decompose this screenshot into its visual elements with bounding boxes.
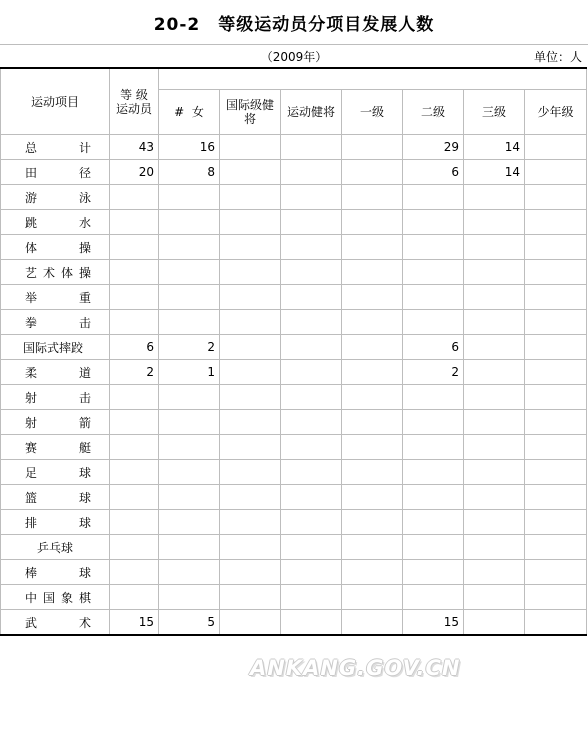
cell-master — [281, 385, 342, 410]
cell-junior — [525, 610, 587, 636]
cell-international-master — [220, 160, 281, 185]
cell-grade3: 14 — [464, 160, 525, 185]
table-row — [1, 135, 587, 160]
cell-grade1 — [342, 435, 403, 460]
cell-junior — [525, 485, 587, 510]
cell-female — [159, 185, 220, 210]
unit-label: 单位：人 — [533, 50, 582, 64]
cell-international-master — [220, 210, 281, 235]
sport-name-cell: 田 径 — [1, 160, 110, 185]
table-row — [1, 460, 587, 485]
cell-master — [281, 285, 342, 310]
cell-level-athletes — [110, 460, 159, 485]
cell-female — [159, 210, 220, 235]
cell-grade3 — [464, 185, 525, 210]
cell-junior — [525, 560, 587, 585]
header-grade2: 二级 — [403, 90, 464, 135]
cell-grade2: 6 — [403, 160, 464, 185]
cell-grade1 — [342, 160, 403, 185]
cell-female — [159, 510, 220, 535]
cell-female: 8 — [159, 160, 220, 185]
cell-grade2: 29 — [403, 135, 464, 160]
table-row — [1, 160, 587, 185]
cell-level-athletes — [110, 210, 159, 235]
sport-name-cell: 总 计 — [1, 135, 110, 160]
cell-master — [281, 560, 342, 585]
cell-level-athletes — [110, 310, 159, 335]
cell-grade3 — [464, 485, 525, 510]
table-row — [1, 485, 587, 510]
cell-grade1 — [342, 210, 403, 235]
cell-junior — [525, 360, 587, 385]
sport-name-cell: 射 击 — [1, 385, 110, 410]
cell-grade3 — [464, 235, 525, 260]
cell-level-athletes: 20 — [110, 160, 159, 185]
cell-female: 2 — [159, 335, 220, 360]
table-row — [1, 535, 587, 560]
cell-master — [281, 335, 342, 360]
sport-name-cell: 游 泳 — [1, 185, 110, 210]
cell-junior — [525, 285, 587, 310]
cell-junior — [525, 135, 587, 160]
sport-name-cell: 排 球 — [1, 510, 110, 535]
cell-international-master — [220, 460, 281, 485]
cell-grade2 — [403, 310, 464, 335]
cell-grade1 — [342, 360, 403, 385]
cell-female — [159, 410, 220, 435]
cell-grade1 — [342, 485, 403, 510]
table-row — [1, 260, 587, 285]
cell-international-master — [220, 410, 281, 435]
cell-master — [281, 160, 342, 185]
cell-grade3 — [464, 560, 525, 585]
cell-master — [281, 460, 342, 485]
year-label: （2009年） — [260, 50, 328, 64]
cell-grade1 — [342, 310, 403, 335]
cell-junior — [525, 460, 587, 485]
cell-grade3 — [464, 585, 525, 610]
cell-grade1 — [342, 610, 403, 636]
cell-grade3 — [464, 335, 525, 360]
cell-female — [159, 485, 220, 510]
sport-name-cell: 足 球 — [1, 460, 110, 485]
cell-grade3: 14 — [464, 135, 525, 160]
cell-junior — [525, 235, 587, 260]
athletes-table — [0, 67, 587, 636]
cell-junior — [525, 335, 587, 360]
header-international-master: 国际级健将 — [220, 90, 281, 135]
cell-grade3 — [464, 460, 525, 485]
table-row — [1, 285, 587, 310]
cell-grade1 — [342, 260, 403, 285]
cell-female — [159, 435, 220, 460]
cell-grade2: 2 — [403, 360, 464, 385]
table-row — [1, 610, 587, 636]
cell-master — [281, 185, 342, 210]
sport-name-cell: 国际式摔跤 — [1, 335, 110, 360]
cell-grade2 — [403, 460, 464, 485]
cell-level-athletes — [110, 435, 159, 460]
sport-name-cell: 柔 道 — [1, 360, 110, 385]
cell-female — [159, 285, 220, 310]
cell-level-athletes — [110, 535, 159, 560]
cell-master — [281, 310, 342, 335]
watermark: ANKANG.GOV.CN — [250, 656, 461, 680]
page-title — [0, 10, 588, 35]
cell-master — [281, 210, 342, 235]
cell-level-athletes: 15 — [110, 610, 159, 636]
table-body — [1, 135, 587, 636]
cell-master — [281, 410, 342, 435]
table-row — [1, 560, 587, 585]
cell-grade1 — [342, 535, 403, 560]
sport-name-cell: 乒乓球 — [1, 535, 110, 560]
cell-grade3 — [464, 435, 525, 460]
cell-master — [281, 260, 342, 285]
cell-female: 16 — [159, 135, 220, 160]
cell-female — [159, 310, 220, 335]
cell-grade2 — [403, 210, 464, 235]
cell-grade3 — [464, 260, 525, 285]
header-female: # 女 — [159, 90, 220, 135]
cell-grade1 — [342, 410, 403, 435]
cell-female: 5 — [159, 610, 220, 636]
cell-grade2 — [403, 185, 464, 210]
cell-grade2: 6 — [403, 335, 464, 360]
header-level-athletes: 等 级 运动员 — [110, 68, 159, 135]
table-row — [1, 410, 587, 435]
cell-grade1 — [342, 285, 403, 310]
cell-grade1 — [342, 585, 403, 610]
header-sport: 运动项目 — [1, 68, 110, 135]
cell-grade2 — [403, 510, 464, 535]
header-group-blank — [159, 68, 587, 90]
cell-international-master — [220, 285, 281, 310]
cell-grade2 — [403, 435, 464, 460]
table-row — [1, 385, 587, 410]
cell-grade1 — [342, 460, 403, 485]
cell-female — [159, 560, 220, 585]
sport-name-cell: 赛 艇 — [1, 435, 110, 460]
header-grade1: 一级 — [342, 90, 403, 135]
table-row — [1, 335, 587, 360]
cell-level-athletes: 43 — [110, 135, 159, 160]
cell-junior — [525, 260, 587, 285]
cell-grade3 — [464, 210, 525, 235]
cell-junior — [525, 310, 587, 335]
cell-junior — [525, 185, 587, 210]
cell-grade2 — [403, 285, 464, 310]
cell-grade2 — [403, 410, 464, 435]
cell-master — [281, 535, 342, 560]
cell-international-master — [220, 510, 281, 535]
cell-international-master — [220, 235, 281, 260]
cell-female — [159, 385, 220, 410]
cell-female — [159, 235, 220, 260]
cell-junior — [525, 435, 587, 460]
table-row — [1, 185, 587, 210]
cell-grade1 — [342, 385, 403, 410]
cell-junior — [525, 510, 587, 535]
cell-master — [281, 610, 342, 636]
table-row — [1, 310, 587, 335]
cell-female — [159, 535, 220, 560]
cell-grade1 — [342, 510, 403, 535]
cell-level-athletes — [110, 510, 159, 535]
cell-master — [281, 135, 342, 160]
cell-grade2 — [403, 560, 464, 585]
cell-level-athletes: 2 — [110, 360, 159, 385]
cell-grade2 — [403, 260, 464, 285]
cell-master — [281, 435, 342, 460]
sport-name-cell: 射 箭 — [1, 410, 110, 435]
table-row — [1, 360, 587, 385]
cell-level-athletes — [110, 185, 159, 210]
cell-international-master — [220, 185, 281, 210]
cell-female: 1 — [159, 360, 220, 385]
cell-female — [159, 585, 220, 610]
cell-grade2 — [403, 385, 464, 410]
cell-grade1 — [342, 335, 403, 360]
sport-name-cell: 中国象棋 — [1, 585, 110, 610]
sport-name-cell: 体 操 — [1, 235, 110, 260]
cell-international-master — [220, 560, 281, 585]
cell-level-athletes — [110, 385, 159, 410]
cell-master — [281, 235, 342, 260]
cell-international-master — [220, 585, 281, 610]
table-row — [1, 235, 587, 260]
cell-master — [281, 585, 342, 610]
cell-grade3 — [464, 610, 525, 636]
cell-grade3 — [464, 310, 525, 335]
cell-grade2 — [403, 235, 464, 260]
header-grade3: 三级 — [464, 90, 525, 135]
cell-international-master — [220, 535, 281, 560]
sport-name-cell: 棒 球 — [1, 560, 110, 585]
cell-grade2 — [403, 535, 464, 560]
cell-female — [159, 460, 220, 485]
cell-international-master — [220, 310, 281, 335]
table-row — [1, 210, 587, 235]
cell-grade3 — [464, 535, 525, 560]
cell-female — [159, 260, 220, 285]
cell-grade3 — [464, 385, 525, 410]
table-row — [1, 510, 587, 535]
cell-international-master — [220, 610, 281, 636]
sport-name-cell: 跳 水 — [1, 210, 110, 235]
sport-name-cell: 艺术体操 — [1, 260, 110, 285]
table-number: 20-2 — [153, 15, 201, 35]
cell-master — [281, 485, 342, 510]
header-master: 运动健将 — [281, 90, 342, 135]
cell-junior — [525, 160, 587, 185]
sport-name-cell: 武 术 — [1, 610, 110, 636]
cell-international-master — [220, 435, 281, 460]
cell-level-athletes: 6 — [110, 335, 159, 360]
cell-level-athletes — [110, 285, 159, 310]
cell-level-athletes — [110, 485, 159, 510]
cell-junior — [525, 210, 587, 235]
cell-master — [281, 510, 342, 535]
sport-name-cell: 拳 击 — [1, 310, 110, 335]
cell-master — [281, 360, 342, 385]
header-junior: 少年级 — [525, 90, 587, 135]
table-row — [1, 585, 587, 610]
cell-international-master — [220, 135, 281, 160]
cell-international-master — [220, 335, 281, 360]
cell-level-athletes — [110, 410, 159, 435]
sport-name-cell: 举 重 — [1, 285, 110, 310]
cell-junior — [525, 410, 587, 435]
cell-international-master — [220, 485, 281, 510]
cell-junior — [525, 535, 587, 560]
cell-level-athletes — [110, 560, 159, 585]
cell-grade1 — [342, 185, 403, 210]
title-divider — [0, 44, 588, 45]
cell-level-athletes — [110, 260, 159, 285]
cell-international-master — [220, 385, 281, 410]
cell-grade3 — [464, 510, 525, 535]
cell-level-athletes — [110, 235, 159, 260]
cell-grade3 — [464, 360, 525, 385]
cell-grade2 — [403, 585, 464, 610]
cell-grade2: 15 — [403, 610, 464, 636]
cell-grade1 — [342, 560, 403, 585]
cell-junior — [525, 385, 587, 410]
cell-grade1 — [342, 235, 403, 260]
table-title: 等级运动员分项目发展人数 — [218, 15, 435, 35]
cell-grade3 — [464, 410, 525, 435]
cell-junior — [525, 585, 587, 610]
cell-grade2 — [403, 485, 464, 510]
cell-international-master — [220, 260, 281, 285]
cell-international-master — [220, 360, 281, 385]
cell-grade3 — [464, 285, 525, 310]
table-row — [1, 435, 587, 460]
sport-name-cell: 篮 球 — [1, 485, 110, 510]
cell-level-athletes — [110, 585, 159, 610]
cell-grade1 — [342, 135, 403, 160]
